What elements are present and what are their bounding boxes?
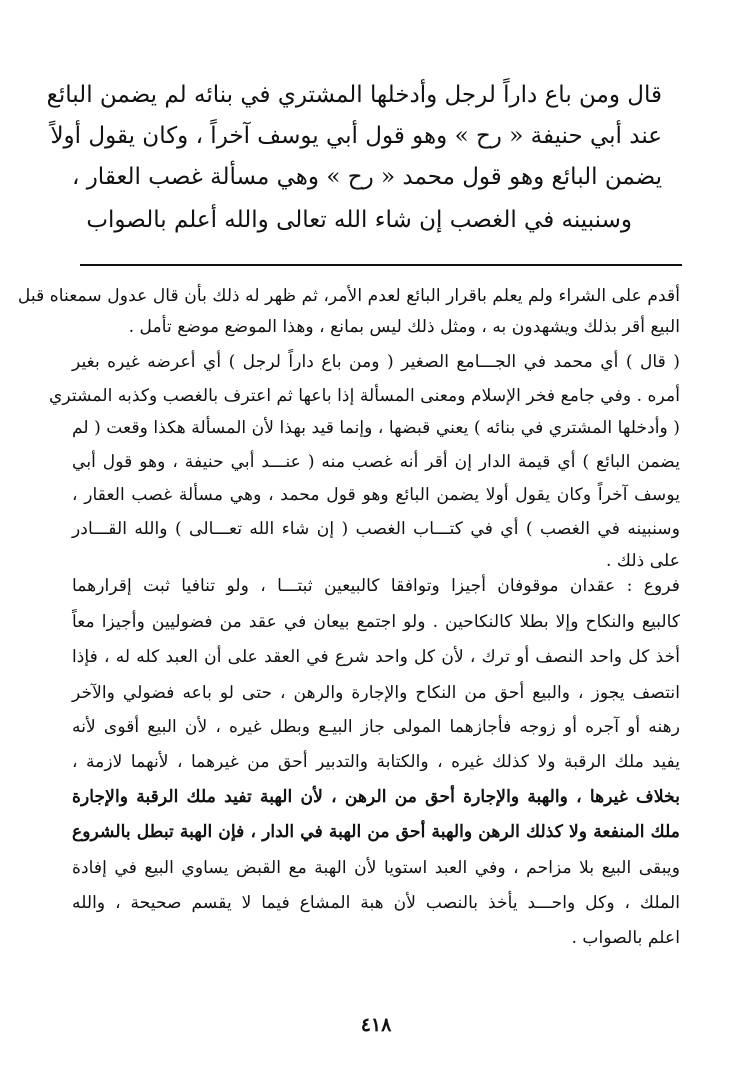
commentary-line: ( قال ) أي محمد في الجـــامع الصغير ( ومن باع داراً لرجل ) أي أعرضه غيره بغير: [72, 352, 680, 372]
commentary-line: الملك ، وكل واحـــد يأخذ بالنصب لأن هبة المشاع فيما لا يقسم صحيحة ، والله: [72, 893, 680, 913]
main-text-line: قال ومن باع داراً لرجل وأدخلها المشتري في بنائه لم يضمن البائع: [46, 82, 662, 108]
commentary-line: وسنبينه في الغصب ) أي في كتـــاب الغصب ( إن شاء الله تعـــالى ) والله القـــادر: [72, 519, 680, 539]
commentary-line: انتصف يجوز ، والبيع أحق من النكاح والإجارة والرهن ، حتى لو باعه فضولي والآخر: [72, 683, 680, 703]
commentary-line: ملك المنفعة ولا كذلك الرهن والهبة أحق من الهبة في الدار ، فإن الهبة تبطل بالشروع: [72, 822, 680, 842]
commentary-line: ويبقى البيع بلا مزاحم ، وفي العبد استويا لأن الهبة مع القبض يساوي البيع في إفادة: [72, 858, 680, 878]
commentary-line: أخذ كل واحد النصف أو ترك ، لأن كل واحد شرع في العقد على أن العبد كله له ، فإذا: [72, 647, 680, 667]
page-number: ٤١٨: [360, 1014, 392, 1036]
main-text-line: وسنبينه في الغصب إن شاء الله تعالى والله أعلم بالصواب: [86, 207, 632, 233]
commentary-line: يضمن البائع ) أي قيمة الدار إن أقر أنه غصب منه ( عنـــد أبي حنيفة ، وهو قول أبي: [72, 452, 680, 472]
commentary-line: بخلاف غيرها ، والهبة والإجارة أحق من الرهن ، لأن الهبة تفيد ملك الرقبة والإجارة: [72, 787, 680, 807]
commentary-line: اعلم بالصواب .: [571, 928, 680, 948]
commentary-line: البيع أقر بذلك ويشهدون به ، ومثل ذلك ليس بمانع ، وهذا الموضع موضع تأمل .: [128, 317, 680, 337]
commentary-line: كالبيع والنكاح وإلا بطلا كالنكاحين . ولو اجتمع بيعان في عقد من فضوليين وأجيزا معاً: [72, 612, 680, 632]
commentary-line: أقدم على الشراء ولم يعلم باقرار البائع لعدم الأمر، ثم ظهر له ذلك بأن قال عدول سمعناه قبل: [17, 286, 680, 306]
main-text-line: عند أبي حنيفة « رح » وهو قول أبي يوسف آخراً ، وكان يقول أولاً: [50, 123, 662, 149]
commentary-line: يوسف آخراً وكان يقول أولا يضمن البائع وهو قول محمد ، وهي مسألة غصب العقار ،: [72, 485, 680, 505]
commentary-line: يفيد ملك الرقبة ولا كذلك غيره ، والكتابة والتدبير أحق من غيرهما ، لأنهما لازمة ،: [72, 752, 680, 772]
commentary-line: فروع : عقدان موقوفان أجيزا وتوافقا كالبيعين ثبتـــا ، ولو تنافيا ثبت إقرارهما: [72, 576, 680, 596]
separator-rule: [80, 264, 682, 266]
main-text-line: يضمن البائع وهو قول محمد « رح » وهي مسألة غصب العقار ،: [71, 164, 662, 190]
commentary-line: رهنه أو آجره أو زوجه فأجازهما المولى جاز البيـع وبطل غيره ، لأن البيع أقوى لأنه: [72, 717, 680, 737]
commentary-line: على ذلك .: [605, 551, 680, 571]
commentary-line: ( وأدخلها المشتري في بنائه ) يعني قبضها ، وإنما قيد بهذا لأن المسألة هكذا وقعت ( لم: [71, 418, 680, 438]
commentary-line: أمره . وفي جامع فخر الإسلام ومعنى المسألة إذا باعها ثم اعترف بالغصب وكذبه المشتري: [48, 386, 680, 406]
